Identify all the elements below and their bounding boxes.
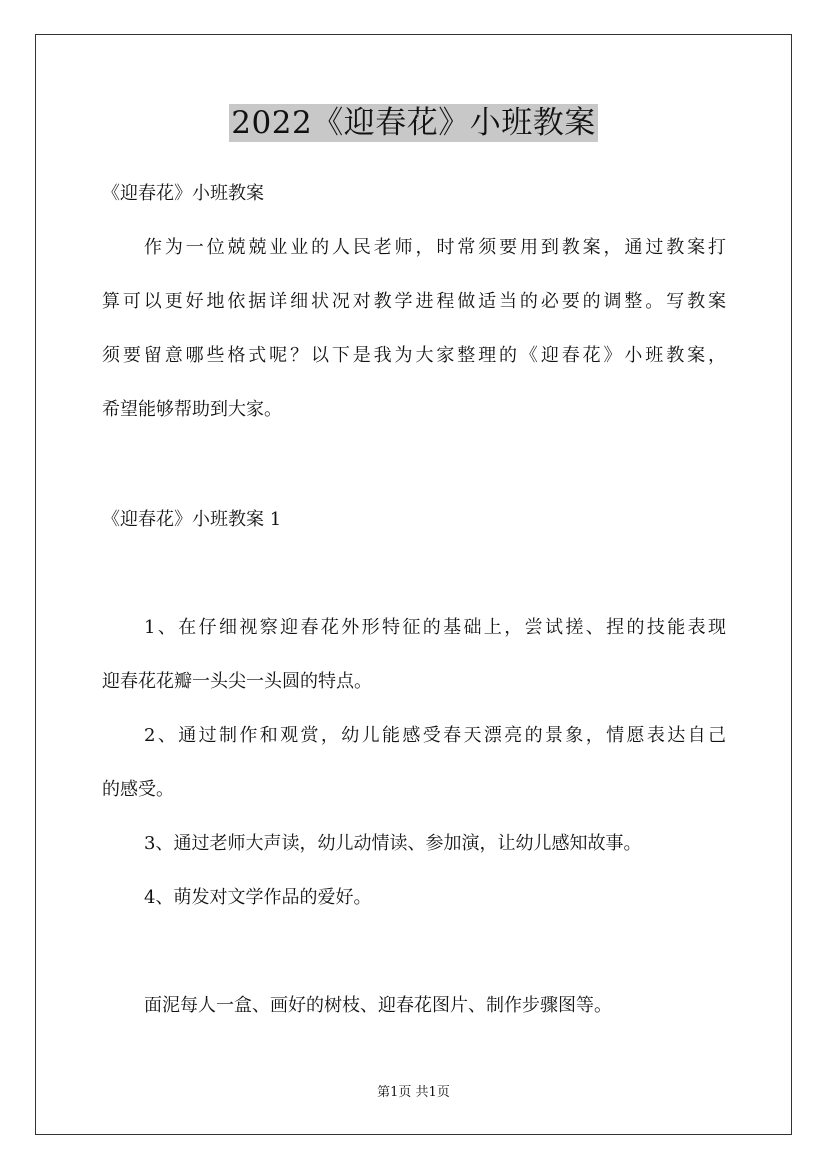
goal-line-4: 的感受。 [102,779,174,800]
page-footer: 第1页 共1页 [377,1085,450,1100]
materials-line: 面泥每人一盒、画好的树枝、迎春花图片、制作步骤图等。 [144,995,612,1016]
intro-line-2: 算可以更好地依据详细状况对教学进程做适当的必要的调整。写教案 [102,291,726,312]
intro-line-1: 作为一位兢兢业业的人民老师，时常须要用到教案，通过教案打 [144,237,726,258]
subtitle: 《迎春花》小班教案 [102,183,264,204]
intro-line-4: 希望能够帮助到大家。 [102,399,282,420]
goal-line-1: 1、在仔细视察迎春花外形特征的基础上，尝试搓、捏的技能表现 [144,617,726,638]
intro-line-3: 须要留意哪些格式呢？以下是我为大家整理的《迎春花》小班教案， [102,345,726,366]
goal-line-2: 迎春花花瓣一头尖一头圆的特点。 [102,671,372,692]
section-heading: 《迎春花》小班教案 1 [102,509,282,530]
goal-line-6: 4、萌发对文学作品的爱好。 [144,887,372,908]
goal-line-3: 2、通过制作和观赏，幼儿能感受春天漂亮的景象，情愿表达自己 [144,725,726,746]
title-container [0,104,827,142]
goal-line-5: 3、通过老师大声读，幼儿动情读、参加演，让幼儿感知故事。 [144,833,642,854]
document-title: 2022《迎春花》小班教案 [231,105,596,141]
